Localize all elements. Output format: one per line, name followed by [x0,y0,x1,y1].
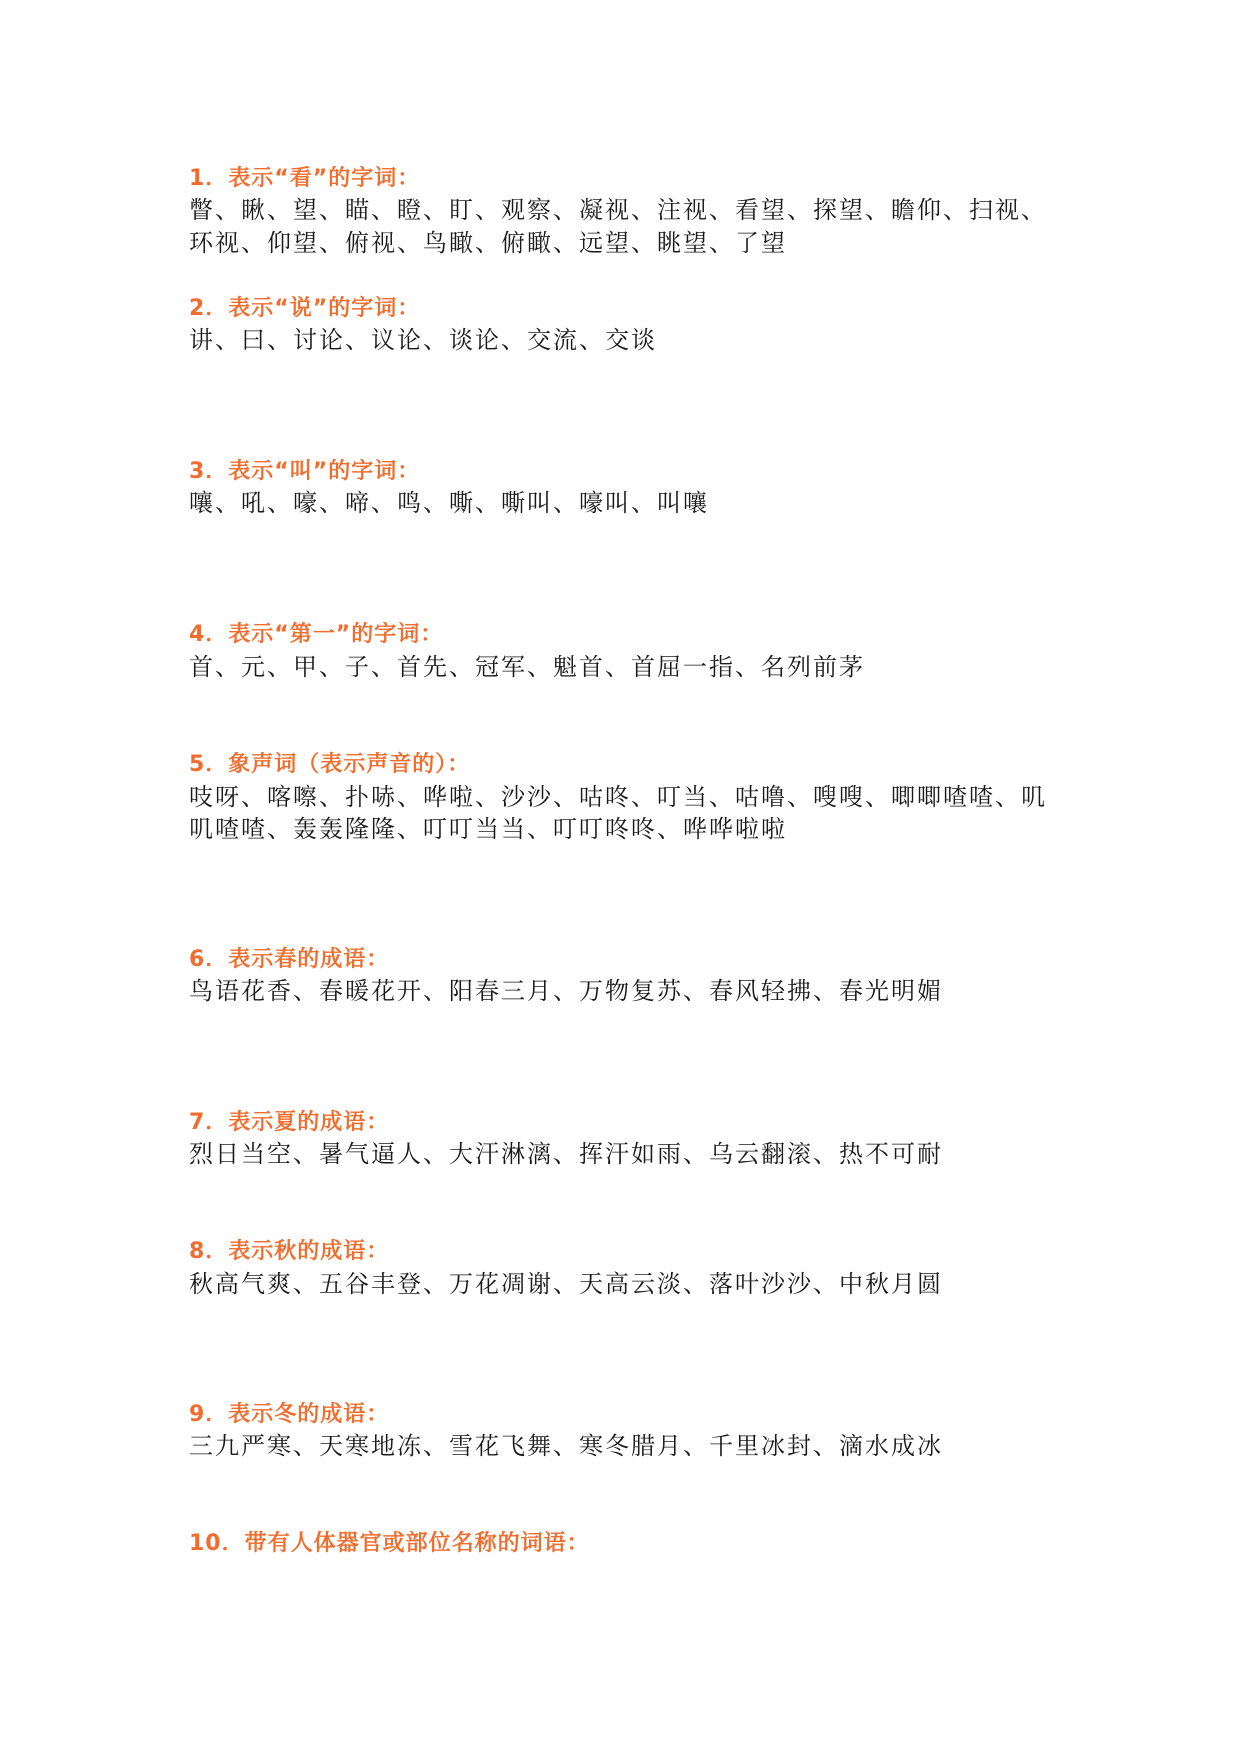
section-4-line-1: 首、元、甲、子、首先、冠军、魁首、首屈一指、名列前茅 [189,653,865,681]
section-6-heading: 6．表示春的成语： [189,947,390,972]
section-1-heading: 1．表示“看”的字词： [189,166,421,191]
section-4-heading: 4．表示“第一”的字词： [189,622,444,647]
section-6-line-1: 鸟语花香、春暖花开、阳春三月、万物复苏、春风轻拂、春光明媚 [189,977,943,1005]
section-5-heading: 5．象声词（表示声音的）： [189,752,471,777]
section-5-line-1: 吱呀、喀嚓、扑哧、哗啦、沙沙、咕咚、叮当、咕噜、嗖嗖、唧唧喳喳、叽 [189,783,1047,811]
section-7-line-1: 烈日当空、暑气逼人、大汗淋漓、挥汗如雨、乌云翻滚、热不可耐 [189,1140,943,1168]
section-3-heading: 3．表示“叫”的字词： [189,459,421,484]
section-9-heading: 9．表示冬的成语： [189,1402,390,1427]
section-1-line-2: 环视、仰望、俯视、鸟瞰、俯瞰、远望、眺望、了望 [189,229,787,257]
section-2-line-1: 讲、曰、讨论、议论、谈论、交流、交谈 [189,326,657,354]
section-1-line-1: 瞥、瞅、望、瞄、瞪、盯、观察、凝视、注视、看望、探望、瞻仰、扫视、 [189,196,1047,224]
section-2-heading: 2．表示“说”的字词： [189,296,421,321]
section-7-heading: 7．表示夏的成语： [189,1110,390,1135]
section-9-line-1: 三九严寒、天寒地冻、雪花飞舞、寒冬腊月、千里冰封、滴水成冰 [189,1432,943,1460]
section-10-heading: 10．带有人体器官或部位名称的词语： [189,1531,590,1556]
section-5-line-2: 叽喳喳、轰轰隆隆、叮叮当当、叮叮咚咚、哗哗啦啦 [189,815,787,843]
section-8-heading: 8．表示秋的成语： [189,1239,390,1264]
section-8-line-1: 秋高气爽、五谷丰登、万花凋谢、天高云淡、落叶沙沙、中秋月圆 [189,1270,943,1298]
section-3-line-1: 嚷、吼、嚎、啼、鸣、嘶、嘶叫、嚎叫、叫嚷 [189,489,709,517]
